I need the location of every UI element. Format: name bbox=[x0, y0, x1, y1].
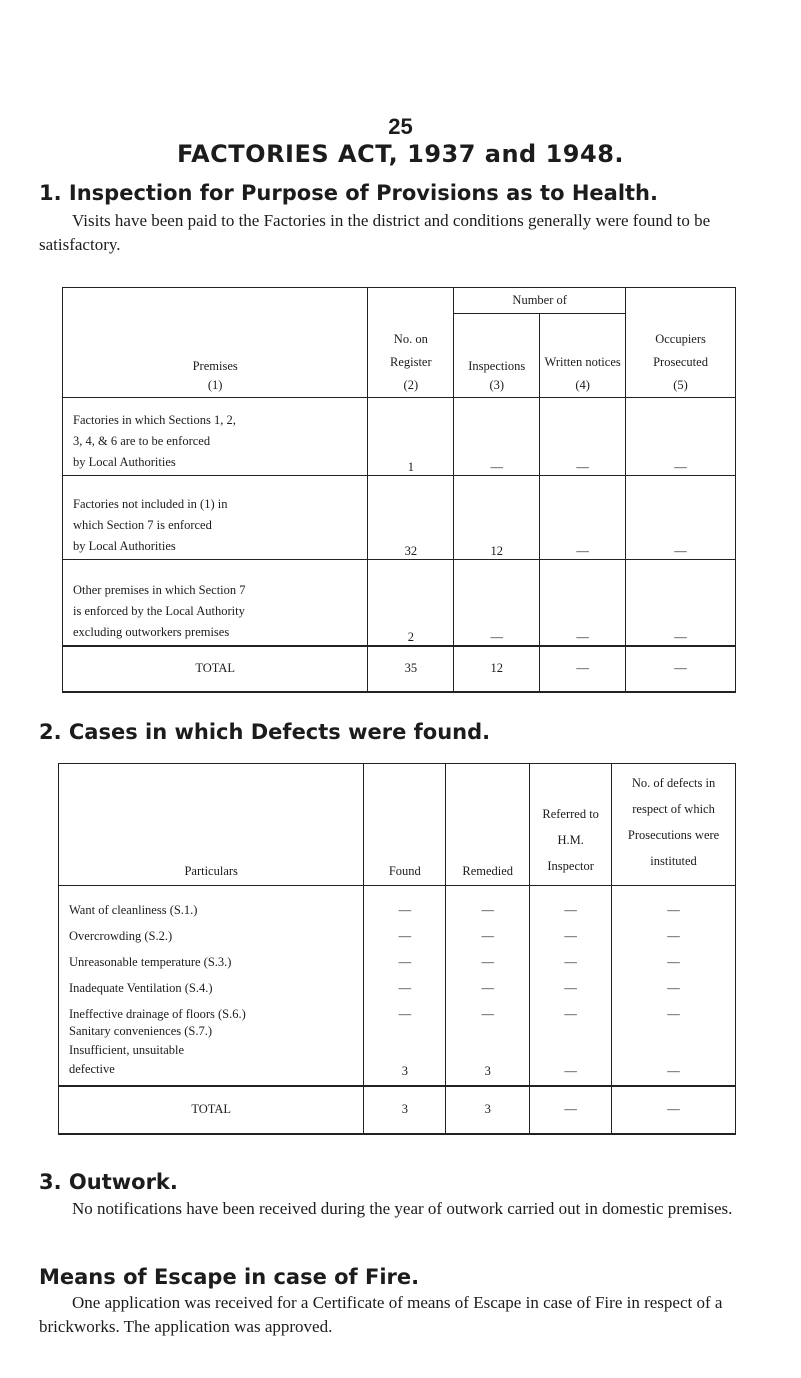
total-referred: — bbox=[530, 1086, 612, 1134]
prosecutions-cell: — bbox=[612, 918, 736, 944]
premises-cell bbox=[63, 560, 368, 646]
prosecuted-header-num: (5) bbox=[673, 378, 688, 392]
referred-cell: — bbox=[530, 944, 612, 970]
section-4-heading: Means of Escape in case of Fire. bbox=[39, 1265, 420, 1289]
page-number: 25 bbox=[388, 114, 413, 139]
remedied-cell: — bbox=[446, 944, 530, 970]
register-header bbox=[368, 288, 454, 398]
particulars-cell: Ineffective drainage of floors (S.6.) bbox=[59, 996, 364, 1022]
premises-line: Factories not included in (1) in bbox=[73, 497, 228, 511]
total-row bbox=[59, 1086, 736, 1134]
found-cell: — bbox=[364, 886, 446, 918]
prosecuted-header-label: Occupiers Prosecuted bbox=[653, 332, 708, 369]
total-prosecuted: — bbox=[626, 646, 736, 692]
particulars-cell: Unreasonable temperature (S.3.) bbox=[59, 944, 364, 970]
inspections-header-label: Inspections bbox=[468, 359, 526, 373]
premises-header bbox=[63, 288, 368, 398]
premises-line: 3, 4, & 6 are to be enforced bbox=[73, 434, 211, 448]
remedied-cell: — bbox=[446, 970, 530, 996]
table-row bbox=[59, 996, 736, 1022]
premises-header-label: Premises bbox=[192, 359, 238, 373]
inspections-cell: — bbox=[454, 398, 540, 476]
register-header-label: No. on Register bbox=[389, 332, 432, 369]
prosecutions-cell: — bbox=[612, 944, 736, 970]
total-inspections: 12 bbox=[454, 646, 540, 692]
total-register: 35 bbox=[368, 646, 454, 692]
notices-cell: — bbox=[540, 398, 626, 476]
particulars-header: Particulars bbox=[59, 764, 364, 886]
table-row bbox=[59, 886, 736, 918]
total-found: 3 bbox=[364, 1086, 446, 1134]
remedied-cell: — bbox=[446, 886, 530, 918]
notices-header bbox=[540, 314, 626, 398]
found-cell: 3 bbox=[364, 1022, 446, 1086]
premises-cell bbox=[63, 476, 368, 560]
section-4-paragraph: One application was received for a Certificate of means of Escape in case of Fire in respect of a brickworks. The application was approved. bbox=[39, 1293, 723, 1336]
particulars-cell: Inadequate Ventilation (S.4.) bbox=[59, 970, 364, 996]
found-cell: — bbox=[364, 996, 446, 1022]
particulars-line: Sanitary conveniences (S.7.) bbox=[69, 1023, 213, 1038]
prosecutions-cell: — bbox=[612, 970, 736, 996]
inspections-header-num: (3) bbox=[489, 378, 505, 392]
table-row bbox=[63, 560, 736, 646]
table-row bbox=[59, 1022, 736, 1086]
referred-cell: — bbox=[530, 1022, 612, 1086]
section-1-paragraph: Visits have been paid to the Factories in the district and conditions generally were found to be satisfactory. bbox=[39, 211, 711, 254]
particulars-cell: Overcrowding (S.2.) bbox=[59, 918, 364, 944]
found-header: Found bbox=[364, 764, 446, 886]
prosecuted-cell: — bbox=[626, 560, 736, 646]
premises-header-num: (1) bbox=[207, 378, 223, 392]
inspections-cell: 12 bbox=[454, 476, 540, 560]
notices-header-label: Written notices bbox=[544, 355, 621, 369]
register-cell: 1 bbox=[368, 398, 454, 476]
prosecuted-cell: — bbox=[626, 398, 736, 476]
page-title: FACTORIES ACT, 1937 and 1948. bbox=[176, 140, 625, 168]
referred-header: Referred to H.M. Inspector bbox=[530, 764, 612, 886]
number-of-group-header: Number of bbox=[454, 288, 626, 314]
prosecutions-cell: — bbox=[612, 996, 736, 1022]
register-header-num: (2) bbox=[403, 378, 419, 392]
remedied-cell: — bbox=[446, 918, 530, 944]
total-prosecutions: — bbox=[612, 1086, 736, 1134]
table-row bbox=[63, 398, 736, 476]
premises-line: is enforced by the Local Authority bbox=[73, 603, 245, 618]
found-cell: — bbox=[364, 918, 446, 944]
premises-line: Other premises in which Section 7 bbox=[73, 582, 246, 597]
prosecutions-cell: — bbox=[612, 886, 736, 918]
defects-table bbox=[58, 763, 736, 1135]
found-cell: — bbox=[364, 970, 446, 996]
total-label: TOTAL bbox=[59, 1086, 364, 1134]
total-row bbox=[63, 646, 736, 692]
section-3-heading: 3. Outwork. bbox=[39, 1170, 178, 1194]
table-row bbox=[63, 476, 736, 560]
remedied-header: Remedied bbox=[446, 764, 530, 886]
register-cell: 32 bbox=[368, 476, 454, 560]
table-row bbox=[59, 944, 736, 970]
particulars-line: defective bbox=[69, 1061, 115, 1076]
table-row bbox=[59, 970, 736, 996]
register-cell: 2 bbox=[368, 560, 454, 646]
total-notices: — bbox=[540, 646, 626, 692]
notices-cell: — bbox=[540, 476, 626, 560]
premises-line: by Local Authorities bbox=[73, 539, 176, 553]
referred-cell: — bbox=[530, 918, 612, 944]
referred-cell: — bbox=[530, 886, 612, 918]
notices-header-num: (4) bbox=[575, 378, 590, 392]
health-inspection-table bbox=[62, 287, 736, 693]
prosecuted-header bbox=[626, 288, 736, 398]
notices-cell: — bbox=[540, 560, 626, 646]
referred-cell: — bbox=[530, 996, 612, 1022]
table-row bbox=[59, 918, 736, 944]
found-cell: — bbox=[364, 944, 446, 970]
section-3-paragraph: No notifications have been received during the year of outwork carried out in domestic premises. bbox=[72, 1199, 733, 1218]
section-2-heading: 2. Cases in which Defects were found. bbox=[39, 720, 491, 744]
prosecutions-header: No. of defects in respect of which Prosecutions were instituted bbox=[612, 764, 736, 886]
remedied-cell: 3 bbox=[446, 1022, 530, 1086]
premises-line: by Local Authorities bbox=[73, 455, 176, 469]
prosecutions-cell: — bbox=[612, 1022, 736, 1086]
inspections-header bbox=[454, 314, 540, 398]
premises-line: which Section 7 is enforced bbox=[73, 518, 212, 532]
premises-line: excluding outworkers premises bbox=[73, 624, 230, 639]
total-remedied: 3 bbox=[446, 1086, 530, 1134]
prosecuted-cell: — bbox=[626, 476, 736, 560]
particulars-cell bbox=[59, 1022, 364, 1086]
total-label: TOTAL bbox=[63, 646, 368, 692]
inspections-cell: — bbox=[454, 560, 540, 646]
premises-line: Factories in which Sections 1, 2, bbox=[73, 413, 236, 427]
section-1-heading: 1. Inspection for Purpose of Provisions as to Health. bbox=[39, 181, 658, 205]
remedied-cell: — bbox=[446, 996, 530, 1022]
referred-cell: — bbox=[530, 970, 612, 996]
premises-cell bbox=[63, 398, 368, 476]
particulars-line: Insufficient, unsuitable bbox=[69, 1042, 185, 1057]
particulars-cell: Want of cleanliness (S.1.) bbox=[59, 886, 364, 918]
